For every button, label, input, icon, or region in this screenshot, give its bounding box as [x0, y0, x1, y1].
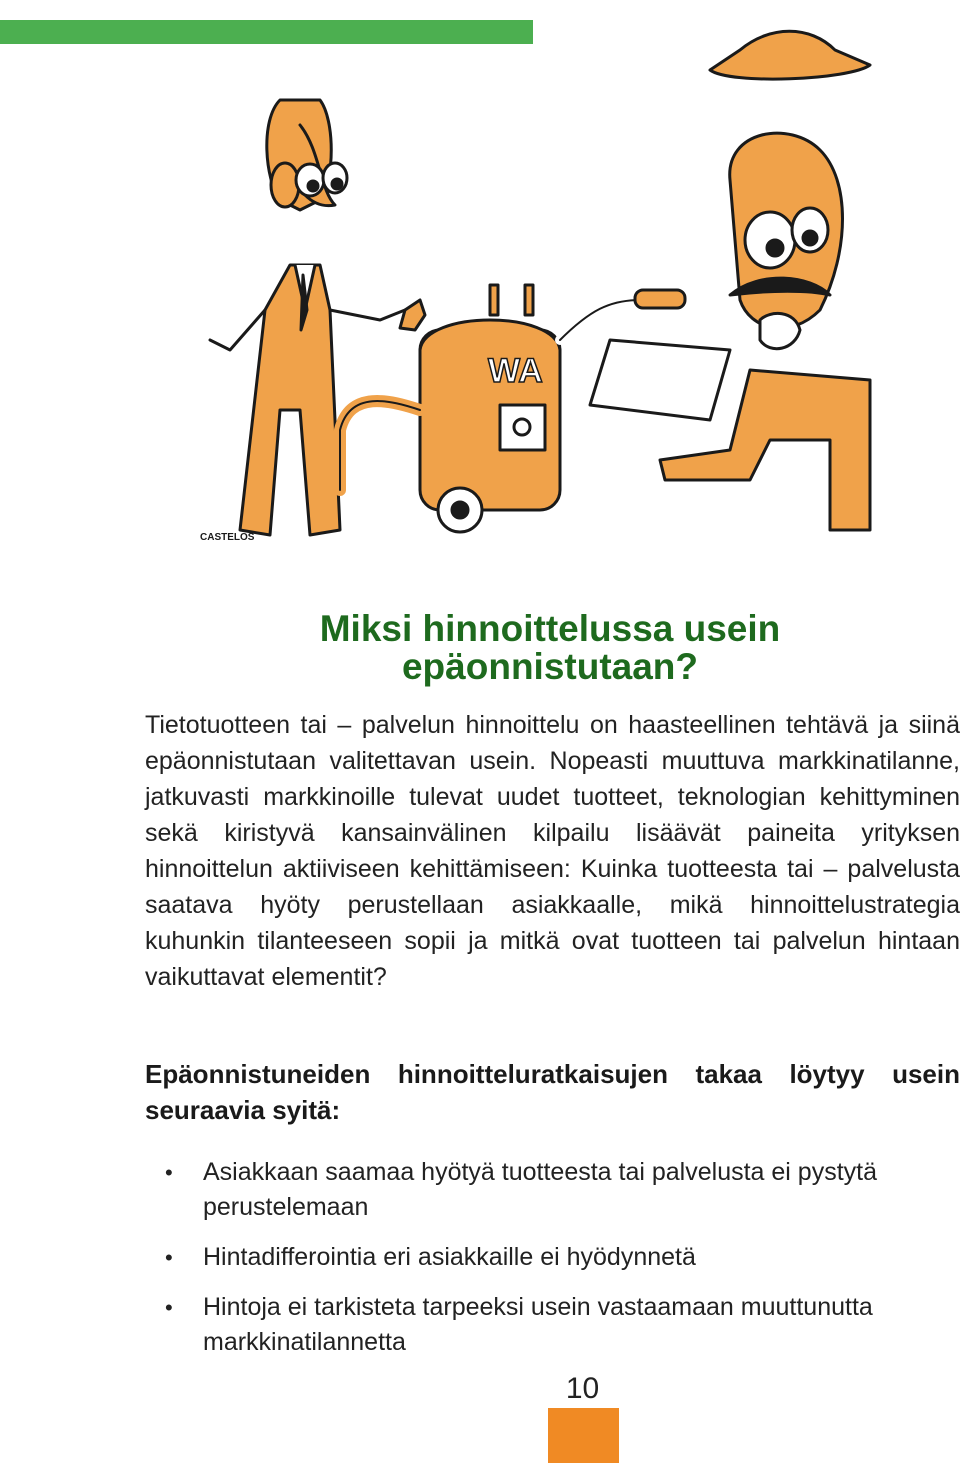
machine-label: WA: [488, 352, 543, 390]
list-item: [165, 1240, 960, 1275]
page-number: 10: [565, 1372, 600, 1405]
page-title: [240, 610, 860, 686]
seated-man-figure: [590, 31, 870, 530]
page-tab-marker: [548, 1408, 619, 1463]
bullet-icon: •: [165, 1295, 173, 1320]
list-item: [165, 1290, 960, 1360]
standing-man-figure: [210, 100, 425, 535]
section-subheading: Epäonnistuneiden hinnoitteluratkaisujen takaa löytyy usein seuraavia syitä:: [145, 1059, 960, 1125]
reasons-list: [165, 1155, 960, 1375]
list-item-text: Hintadifferointia eri asiakkaille ei hyödynnetä: [203, 1243, 696, 1271]
title-line-1: Miksi hinnoittelussa usein: [319, 608, 781, 649]
cartoon-illustration: [170, 10, 930, 575]
intro-paragraph: Tietotuotteen tai – palvelun hinnoittelu on haasteellinen tehtävä ja siinä epäonnistutaan valitettavan usein. Nopeasti muuttuva markkinatilanne, jatkuvasti markkinoille tulevat uudet tuotteet, teknologian kehittyminen sekä kiristyvä kansainvälinen kilpailu lisäävät paineita yrityksen hinnoittelun aktiiviseen kehittämiseen: Kuinka tuotteesta tai – palvelusta saatava hyöty perustellaan asiakkaalle, mikä hinnoittelustrategia kuhunkin tilanteeseen sopii ja mitkä ovat tuotteen tai palvelun hintaan vaikuttavat elementit?: [145, 711, 960, 991]
artist-signature: CASTELOS: [200, 532, 255, 543]
title-line-2: epäonnistutaan?: [401, 646, 699, 687]
list-item-text: Hintoja ei tarkisteta tarpeeksi usein vastaamaan muuttunutta markkinatilannetta: [203, 1293, 873, 1356]
bullet-icon: •: [165, 1160, 173, 1185]
bullet-icon: •: [165, 1245, 173, 1270]
list-item-text: Asiakkaan saamaa hyötyä tuotteesta tai palvelusta ei pystytä perustelemaan: [203, 1158, 877, 1221]
list-item: [165, 1155, 960, 1225]
